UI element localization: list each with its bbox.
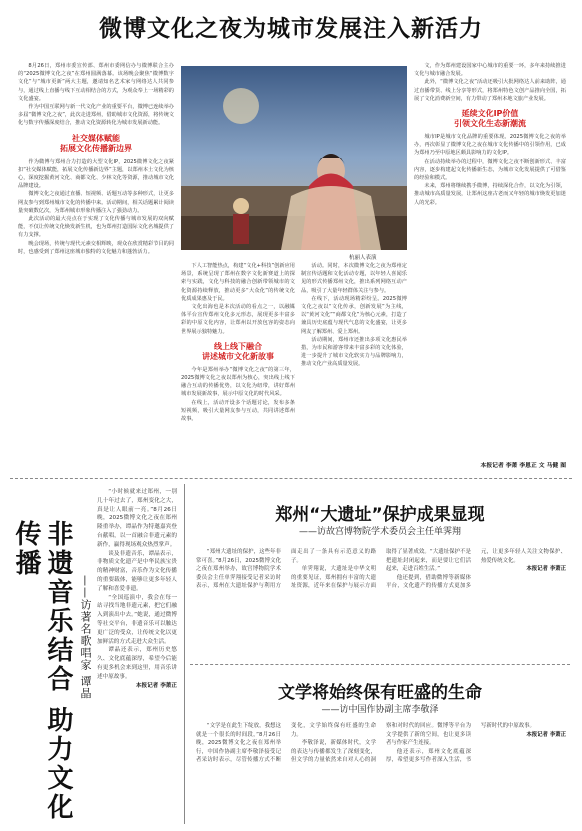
- paragraph: 城市IP是城市文化品牌的重要体现。2025微博文化之夜的举办，再次彰显了微博文化之夜在城市文化传播中的引领作用，已成为郑州乃至中原地区颇具影响力的文化IP。: [414, 134, 566, 157]
- section-subheading: 线上线下融合 讲述城市文化新故事: [202, 341, 274, 361]
- paragraph: “文学是在此生下绽放，我想这就是一个很长的时间段，”8月26日晚，2025微博文化之夜在郑州举行，中国作协副主席李敬泽接受记者采访时表示，尽管传播方式不断变化，文学始终保有旺盛的生命力。: [196, 723, 376, 764]
- paragraph: 下人工智能热点，构建“文化+科技”创新应用场景，系统呈现了郑州在数字文化新赛道上的探索与实践，文化与科技的融合创新带领城市的文化资源持续释放，推动更多“大众化”的传统文化优质成果惠及于民。: [181, 263, 295, 302]
- article-column-2: [181, 262, 295, 460]
- section-divider: [10, 478, 572, 479]
- paragraph: 作为中国互联网与新一代文化产业的重要平台，微博已连续举办多届“微博文化之夜”，此次走进郑州，借助城市文化资源，将传统文化与数字传播深度结合，推动文化资源转化为城市发展新动能。: [18, 104, 174, 127]
- paragraph: 在线下，活动现场精彩纷呈。2025微博文化之夜以“文化传承，创新发展”为主线，以“黄河文化”“商都文化”为核心元素，打造了兼具历史底蕴与现代气息的文化盛宴，让更多网友了解郑州、爱上郑州。: [301, 295, 407, 335]
- paragraph: 李敬泽说，新媒体时代，文学的表达与传播都发生了深刻变化，但文学的力量依然来自对人心的洞察和对时代的回应。微博等平台为文学提供了新的空间，也让更多读者与作家产生连接。: [291, 723, 471, 764]
- paragraph: 谈及非遗音乐，谭晶表示，非物质文化遗产是中华民族宝贵的精神财富，音乐作为文化传播的重要载体，能够让更多年轻人了解和喜爱非遗。: [97, 550, 177, 592]
- feature-left-title: 非遗音乐结合 助力文化传播: [11, 520, 73, 823]
- paragraph: 8月26日，郑州市委宣传部、郑州市委网信办与微博联合主办的“2025微博文化之夜”在郑州圆满落幕。该场晚会聚焦“微博数字文化”与“城市更新”两大主题，邀请知名艺术家与网络达人共同参与，通过线上直播与线下互动相结合的方式，为观众奉上一场精彩的文化盛宴。: [18, 63, 174, 102]
- feature-left-subtitle: ——访著名歌唱家 谭晶: [79, 575, 92, 700]
- feature-mid-body: [196, 548, 566, 658]
- article-byline: 本报记者 李萧 李恩正 文 马健 图: [480, 463, 566, 469]
- paragraph: “全国巡演中，我会在每一站寻找当地非遗元素，把它们融入到演出中去。”她说，通过微博等社交平台，非遗音乐可以触达更广泛的受众，让传统文化以更加鲜活的方式走进大众生活。: [97, 594, 177, 645]
- paragraph: 微博文化之夜通过直播、短视频、话题互动等多种形式，让更多网友参与到郑州城市文化的传播中来。活动期间，相关话题累计阅读量突破数亿次，为郑州城市形象传播注入了强劲动力。: [18, 191, 174, 214]
- paragraph: 谭晶还表示，郑州历史悠久、文化底蕴深厚，希望今后能有更多机会来到这里，用音乐讲述中原故事。: [97, 647, 177, 680]
- feature-bottom-byline: 本报记者 李萧正: [526, 731, 566, 738]
- paragraph: 他还表示，郑州文化底蕴深厚，希望更多写作者深入生活，书写新时代的中原故事。: [386, 723, 535, 764]
- article-column-3: [301, 262, 407, 460]
- page-headline: 微博文化之夜为城市发展注入新活力: [99, 16, 483, 42]
- paragraph: 活动。同时，本次微博文化之夜为郑州定制宣传话题和文化活动专题，以年轻人喜闻乐见的形式传播郑州文化，推出系列网络互动产品，吸引了大量年轻群体关注与参与。: [301, 263, 407, 294]
- paragraph: “郑州大遗址的保护，这些年非常可喜。”8月26日，2025微博文化之夜在郑州举办，故宫博物院学术委员会主任单霁翔接受记者采访时表示，郑州在大遗址保护与利用方面走出了一条具有示范意义的路子。: [196, 549, 376, 590]
- paragraph: 他还提到，借助微博等新媒体平台，文化遗产的传播方式更加多元，让更多年轻人关注文物保护、热爱传统文化。: [386, 549, 566, 590]
- performance-photo: [181, 66, 407, 250]
- stage-photo-illustration: [181, 66, 407, 250]
- photo-credit: 杭丽人表演: [349, 255, 377, 261]
- feature-bottom-subtitle: ——访中国作协副主席李敬泽: [321, 705, 439, 715]
- paragraph: 在线上，活动开设多个话题讨论，发布多条短视频，吸引大量网友参与互动，共同讲述郑州故事。: [181, 399, 295, 423]
- section-subheading: 社交媒体赋能 拓展文化传播新边界: [60, 133, 132, 153]
- section-subheading: 延续文化IP价值 引领文化生态新潮流: [454, 109, 526, 129]
- paragraph: 单霁翔说，大遗址是中华文明的重要见证，郑州拥有丰富的大遗址资源，近年来在保护与展示方面取得了显著成效。“大遗址保护不是把遗址封闭起来，而是要让它们活起来，走进百姓生活。”: [291, 549, 471, 590]
- feature-mid-subtitle: ——访故宫博物院学术委员会主任单霁翔: [298, 527, 461, 537]
- feature-bottom-body: [196, 722, 566, 826]
- paragraph: 在活动持续举办的过程中，微博文化之夜不断创新形式、丰富内容，逐步构建起文化传播新生态，为城市文化发展提供了可借鉴的经验和模式。: [414, 158, 566, 182]
- feature-bottom-title: 文学将始终保有旺盛的生命: [278, 683, 482, 703]
- paragraph: 此次活动的最大亮点在于实现了文化传播与城市发展的双向赋能，不仅让传统文化焕发新生机，也为郑州打造国际文化名城提供了有力支撑。: [18, 216, 174, 239]
- paragraph: 文，作为郑州建设国家中心城市的重要一环，多年来持续推进文化与城市融合发展。: [414, 63, 566, 78]
- feature-left-byline: 本报记者 李萧正: [135, 682, 177, 689]
- paragraph: “小时候就来过郑州，一别几十年过去了，郑州变化之大，真是让人眼前一亮。”8月26日晚，2025微博文化之夜在郑州隆重举办，谭晶作为特邀嘉宾登台献唱，以一首融合非遗元素的新作，赢得现场观众热烈掌声。: [97, 489, 177, 548]
- article-byline-block: [414, 462, 566, 472]
- column-divider: [184, 484, 185, 824]
- paragraph: 文化出海也是本次活动的看点之一，以融媒体平台宣传郑州文化多元形态，展现更多丰富多彩的中原文化内容，让郑州以开放包容的姿态向世界展示独特魅力。: [181, 304, 295, 335]
- article-column-4: [414, 62, 566, 460]
- article-column-1: [18, 62, 174, 460]
- paragraph: 作为微博与郑州合力打造的大型文化IP，2025微博文化之夜紧扣“社交媒体赋能，拓展文化传播新边界”主题，以郑州本土文化为核心，深度挖掘黄河文化、商都文化、少林文化等资源，推动城市文化品牌建设。: [18, 158, 174, 190]
- paragraph: 晚会现场，传统与现代元素交相辉映，观众在欣赏精彩节目的同时，也感受到了郑州这座城市独特的文化魅力和蓬勃活力。: [18, 240, 174, 255]
- feature-mid-byline: 本报记者 李萧正: [526, 566, 566, 573]
- section-divider: [190, 664, 570, 665]
- paragraph: 活动期间，郑州市还推出多项文化惠民举措，为市民和游客带来丰富多彩的文化体验，进一步提升了城市文化软实力与品牌影响力，推动文化产业高质量发展。: [301, 336, 407, 368]
- paragraph: 此外，“微博文化之夜”活动还吸引大批网络达人前来助阵，通过直播带货、线上分享等形式，将郑州特色文创产品推向全国，拓展了文化消费新空间，有力带动了郑州本地文旅产业发展。: [414, 79, 566, 102]
- feature-mid-title: 郑州“大遗址”保护成果显现: [275, 505, 485, 525]
- paragraph: 今年是郑州举办“微博文化之夜”的第三年，2025微博文化之夜以郑州为核心，突出线上线下融合互动的传播优势，以文化为纽带，讲好郑州城市发展新故事，展示中原文化的时代风采。: [181, 366, 295, 398]
- paragraph: 未来，郑州将继续携手微博，持续深化合作，以文化为引领，推动城市高质量发展，让郑州这座古老而又年轻的城市焕发更加迷人的光彩。: [414, 183, 566, 206]
- feature-left-body: [97, 488, 177, 824]
